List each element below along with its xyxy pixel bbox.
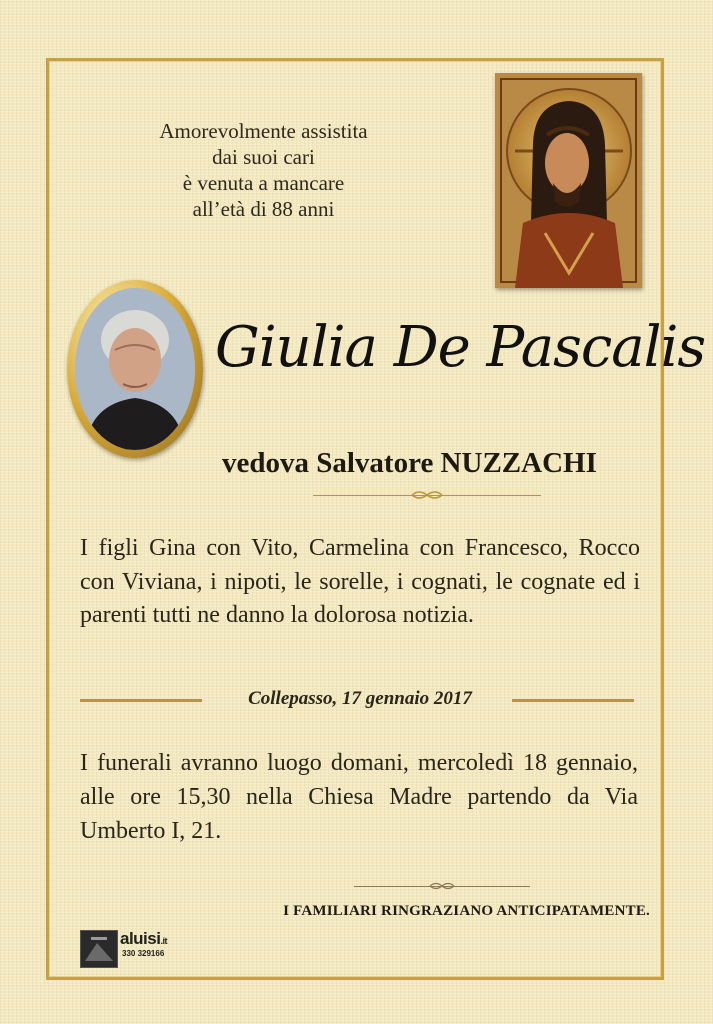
divider-line-right xyxy=(512,699,634,702)
funeral-details: I funerali avranno luogo domani, mercoledì 18 gennaio, alle ore 15,30 nella Chiesa Madre partendo da Via Umberto I, 21. xyxy=(80,750,638,844)
place-date: Collepasso, 17 gennaio 2017 xyxy=(248,688,472,709)
logo-photo xyxy=(80,930,118,968)
intro-text xyxy=(96,118,431,222)
intro-line: Amorevolmente assistita xyxy=(159,119,368,143)
intro-line: all’età di 88 anni xyxy=(192,197,335,221)
deceased-name: Giulia De Pascalis xyxy=(215,315,706,380)
widow-of-line: vedova Salvatore NUZZACHI xyxy=(222,447,597,479)
deceased-portrait-frame xyxy=(67,280,203,458)
intro-line: dai suoi cari xyxy=(212,145,315,169)
logo-phone: 330 329166 xyxy=(122,949,165,958)
thanks-line: I FAMILIARI RINGRAZIANO ANTICIPATAMENTE. xyxy=(283,903,650,919)
deceased-portrait xyxy=(75,288,195,450)
divider-line-left xyxy=(80,699,202,702)
announcement-text: I figli Gina con Vito, Carmelina con Francesco, Rocco con Viviana, i nipoti, le sorelle, i cognati, le cognate ed i parenti tutti ne danno la dolorosa notizia. xyxy=(80,535,640,628)
intro-line: è venuta a mancare xyxy=(182,171,345,195)
logo-wordmark: aluisi.it xyxy=(120,929,167,948)
christ-icon-image xyxy=(495,73,642,288)
funeral-home-logo xyxy=(80,930,180,970)
